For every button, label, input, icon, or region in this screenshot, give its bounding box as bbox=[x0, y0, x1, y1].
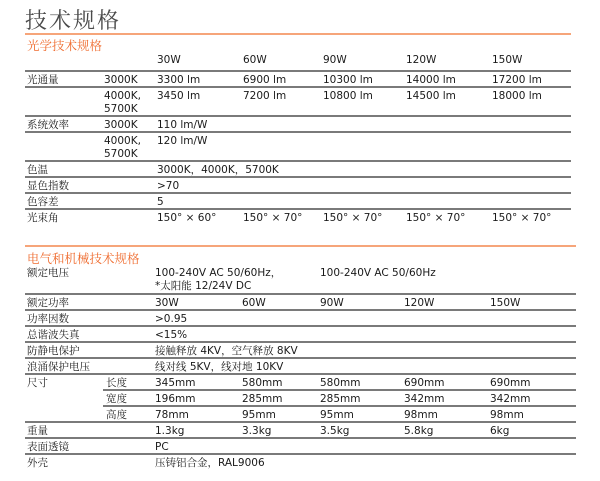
row-label: 色温 bbox=[27, 164, 48, 176]
table-cell: 18000 lm bbox=[492, 90, 542, 102]
table-cell: 5 bbox=[157, 196, 164, 208]
table-cell: 345mm bbox=[155, 377, 196, 389]
electrical-spec-table bbox=[25, 265, 576, 481]
table-cell: 接触释放 4KV，空气释放 8KV bbox=[155, 345, 298, 357]
optical-section-title: 光学技术规格 bbox=[27, 38, 103, 53]
electrical-section-rule bbox=[25, 245, 576, 247]
table-cell: 690mm bbox=[404, 377, 445, 389]
table-cell: 196mm bbox=[155, 393, 196, 405]
column-header: 60W bbox=[243, 54, 267, 66]
table-cell: 100-240V AC 50/60Hz bbox=[320, 267, 436, 279]
table-cell: 1.3kg bbox=[155, 425, 185, 437]
table-cell: 14000 lm bbox=[406, 74, 456, 86]
table-cell: *太阳能 12/24V DC bbox=[155, 280, 252, 292]
table-cell: 3.5kg bbox=[320, 425, 350, 437]
row-sublabel: 高度 bbox=[106, 409, 127, 421]
row-label: 功率因数 bbox=[27, 313, 69, 325]
column-header: 120W bbox=[406, 54, 437, 66]
row-sublabel: 3000K bbox=[104, 74, 138, 86]
row-sublabel: 5700K bbox=[104, 148, 138, 160]
row-sublabel: 4000K, bbox=[104, 135, 141, 147]
table-cell: 10300 lm bbox=[323, 74, 373, 86]
table-cell: 150° × 70° bbox=[492, 212, 552, 224]
table-cell: 98mm bbox=[404, 409, 438, 421]
table-cell: 100-240V AC 50/60Hz， bbox=[155, 267, 282, 279]
row-label: 重量 bbox=[27, 425, 48, 437]
row-label: 显色指数 bbox=[27, 180, 69, 192]
table-cell: 580mm bbox=[320, 377, 361, 389]
table-cell: 5.8kg bbox=[404, 425, 434, 437]
table-cell: >0.95 bbox=[155, 313, 188, 325]
row-label: 总谐波失真 bbox=[27, 329, 80, 341]
row-label: 外壳 bbox=[27, 457, 48, 469]
table-cell: 14500 lm bbox=[406, 90, 456, 102]
table-cell: 60W bbox=[242, 297, 266, 309]
table-cell: 285mm bbox=[242, 393, 283, 405]
table-header-row bbox=[25, 52, 571, 70]
row-sublabel: 宽度 bbox=[106, 393, 127, 405]
table-cell: 690mm bbox=[490, 377, 531, 389]
row-sublabel: 5700K bbox=[104, 103, 138, 115]
table-cell: 580mm bbox=[242, 377, 283, 389]
table-cell: 3450 lm bbox=[157, 90, 201, 102]
row-sublabel: 4000K, bbox=[104, 90, 141, 102]
optical-section-rule bbox=[25, 33, 571, 35]
row-label: 额定电压 bbox=[27, 267, 69, 279]
table-cell: 110 lm/W bbox=[157, 119, 208, 131]
table-cell: 95mm bbox=[320, 409, 354, 421]
table-cell: 150W bbox=[490, 297, 521, 309]
table-row bbox=[25, 133, 571, 162]
table-row bbox=[25, 210, 571, 226]
table-cell: 30W bbox=[155, 297, 179, 309]
table-cell: 342mm bbox=[490, 393, 531, 405]
row-label: 防静电保护 bbox=[27, 345, 80, 357]
table-cell: 98mm bbox=[490, 409, 524, 421]
row-label: 色容差 bbox=[27, 196, 59, 208]
table-cell: 10800 lm bbox=[323, 90, 373, 102]
page-title: 技术规格 bbox=[25, 9, 122, 34]
row-label: 额定功率 bbox=[27, 297, 69, 309]
row-label: 浪涌保护电压 bbox=[27, 361, 90, 373]
table-cell: >70 bbox=[157, 180, 180, 192]
table-cell: 3000K，4000K，5700K bbox=[157, 164, 279, 176]
table-cell: 线对线 5KV，线对地 10KV bbox=[155, 361, 284, 373]
table-cell: <15% bbox=[155, 329, 188, 341]
table-cell: 压铸铝合金，RAL9006 bbox=[155, 457, 265, 469]
table-cell: PC bbox=[155, 441, 169, 453]
table-cell: 17200 lm bbox=[492, 74, 542, 86]
row-sublabel: 长度 bbox=[106, 377, 127, 389]
table-cell: 285mm bbox=[320, 393, 361, 405]
row-label: 光通量 bbox=[27, 74, 59, 86]
table-cell: 150° × 70° bbox=[243, 212, 303, 224]
row-label: 光束角 bbox=[27, 212, 59, 224]
table-cell: 150° × 60° bbox=[157, 212, 217, 224]
table-cell: 6900 lm bbox=[243, 74, 287, 86]
table-row bbox=[25, 265, 576, 294]
electrical-section-title: 电气和机械技术规格 bbox=[27, 251, 140, 266]
table-cell: 150° × 70° bbox=[323, 212, 383, 224]
table-row bbox=[25, 455, 576, 471]
column-header: 30W bbox=[157, 54, 181, 66]
table-row bbox=[25, 88, 571, 117]
row-label: 尺寸 bbox=[27, 377, 48, 389]
row-sublabel: 3000K bbox=[104, 119, 138, 131]
table-cell: 120 lm/W bbox=[157, 135, 208, 147]
table-cell: 3.3kg bbox=[242, 425, 272, 437]
table-cell: 3300 lm bbox=[157, 74, 201, 86]
row-label: 表面透镜 bbox=[27, 441, 69, 453]
table-cell: 7200 lm bbox=[243, 90, 287, 102]
table-cell: 6kg bbox=[490, 425, 510, 437]
table-cell: 342mm bbox=[404, 393, 445, 405]
column-header: 150W bbox=[492, 54, 523, 66]
table-cell: 78mm bbox=[155, 409, 189, 421]
table-cell: 150° × 70° bbox=[406, 212, 466, 224]
table-cell: 120W bbox=[404, 297, 435, 309]
column-header: 90W bbox=[323, 54, 347, 66]
table-cell: 90W bbox=[320, 297, 344, 309]
optical-spec-table bbox=[25, 52, 571, 232]
row-label: 系统效率 bbox=[27, 119, 69, 131]
table-cell: 95mm bbox=[242, 409, 276, 421]
